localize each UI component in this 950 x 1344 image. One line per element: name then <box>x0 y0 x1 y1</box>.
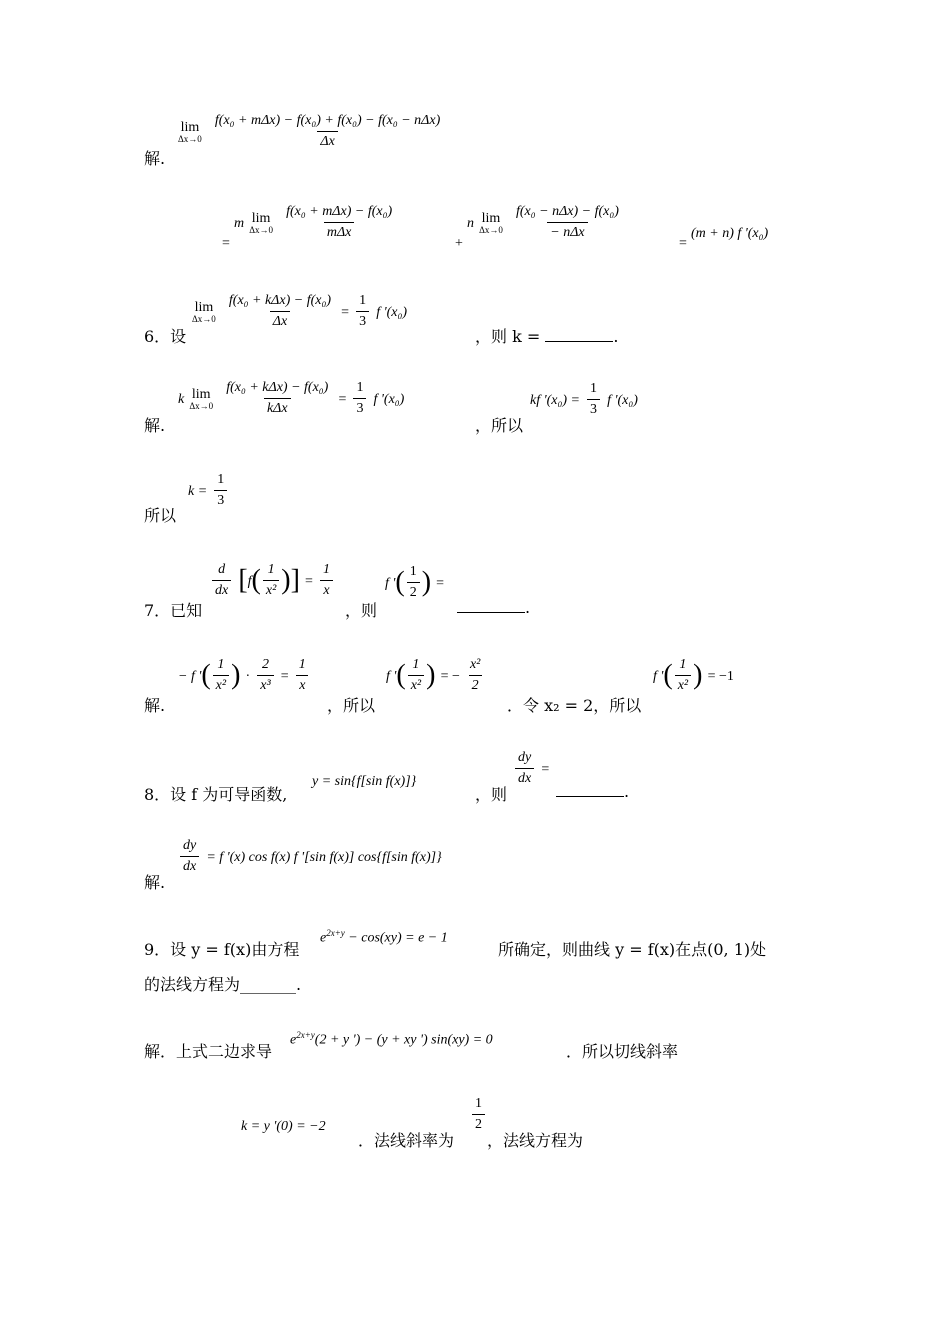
solution-9-label: 解．上式二边求导 <box>144 1042 273 1061</box>
formula-q8-solution: $\frac{dy}{dx}$ = f '(x) cos f(x) f '[sin f(x)] cos{f[sin f(x)]} <box>178 838 442 875</box>
solution-label: 解. <box>144 696 166 715</box>
formula-result: (m + n) f '(x₀) <box>691 226 769 241</box>
formula-kf: kf '(x₀) = $\frac{1}{3}$ f '(x₀) <box>530 381 638 417</box>
plus-sign: + <box>455 236 463 251</box>
formula-q6: lim Δx→0 $\frac{\text{f(x₀ + kΔx) − f(x₀)}}{\Delta x}$ = $\frac{1}{3}$ f '(x₀) <box>192 293 408 329</box>
then-text: ，则 <box>345 601 378 620</box>
problem-7-label: 7．已知 <box>144 601 203 620</box>
problem-6-tail: ，则 k = . <box>475 327 619 346</box>
formula-q7-solution-3: f '( $\frac{1}{\text{x²}}$ ) = −1 <box>653 657 734 693</box>
formula-q8: y = sin{f[sin f(x)]} <box>312 774 417 789</box>
equals-sign: = <box>222 236 230 251</box>
formula-q9-slope: k = y '(0) = −2 <box>241 1119 326 1134</box>
problem-6-label: 6．设 <box>144 327 187 346</box>
formula-k-value: k = $\frac{1}{3}$ <box>188 472 229 509</box>
answer-blank <box>556 786 624 797</box>
answer-blank <box>545 331 613 342</box>
formula-q7: $\frac{d}{dx}$ [f( $\frac{1}{\text{x²}}$ )] = $\frac{1}{x}$ <box>210 562 335 599</box>
formula-q8-target: $\frac{dy}{dx}$ = <box>513 750 549 787</box>
formula-q6-solution: k lim Δx→0 $\frac{\text{f(x₀ + kΔx) − f(x₀)}}{\text{kΔx}}$ = $\frac{1}{3}$ f '(x₀) <box>178 380 405 416</box>
solution-9-text: ．所以切线斜率 <box>566 1042 679 1061</box>
solution-9-text-2: ．法线斜率为 <box>358 1131 455 1150</box>
problem-7-blank: . <box>457 598 530 617</box>
solution-label: 解. <box>144 149 166 168</box>
answer-blank <box>457 602 525 613</box>
formula-term-n: n lim Δx→0 $\frac{\text{f(x₀ − nΔx) − f(x₀)}}{\text{− nΔx}}$ <box>467 204 619 240</box>
formula-q9: $e^{2x+y} - \cos(xy) = e - 1$ <box>320 928 448 946</box>
problem-8-label: 8．设 f 为可导函数, <box>144 785 288 804</box>
formula-term-m: m lim Δx→0 $\frac{\text{f(x₀ + mΔx) − f(x₀)}}{\text{mΔx}}$ <box>234 204 393 240</box>
limit-operator: lim Δx→0 <box>178 119 202 144</box>
so-text: ，所以 <box>327 696 376 715</box>
formula-half: $\frac{1}{2}$ <box>470 1096 487 1133</box>
so-text: 所以 <box>144 506 177 525</box>
problem-9-label: 9．设 y = f(x)由方程 <box>144 940 300 959</box>
formula-q9-derivative: $e^{2x+y}(2 + y$ ') − (y + xy ') sin(xy) = 0 <box>290 1030 493 1048</box>
formula-limit-sum <box>178 113 445 150</box>
so-text: ，所以 <box>475 416 524 435</box>
solution-label: 解. <box>144 416 166 435</box>
fraction: $\frac{\text{f(x₀ + mΔx) − f(x₀) + f(x₀) − f(x₀ − nΔx)}}{\Delta x}$ <box>214 113 441 149</box>
solution-label: 解. <box>144 873 166 892</box>
problem-8-blank: . <box>556 782 629 801</box>
then-text: ，则 <box>475 785 508 804</box>
formula-q7-solution-2: f '( $\frac{1}{\text{x²}}$ ) = − $\frac{\text{x²}}{2}$ <box>386 657 481 693</box>
equals-sign: = <box>679 236 687 251</box>
formula-q7-target: f '( $\frac{1}{2}$ ) = <box>385 564 445 600</box>
problem-9-text-2: 的法线方程为_______. <box>144 975 302 994</box>
formula-q7-solution-1: − f '( $\frac{1}{\text{x²}}$ ) · $\frac{2}{\text{x³}}$ = $\frac{1}{x}$ <box>178 657 311 694</box>
problem-9-text: 所确定，则曲线 y = f(x)在点(0, 1)处 <box>498 940 767 959</box>
solution-9-text-3: ，法线方程为 <box>487 1131 584 1150</box>
let-text: ．令 x₂ = 2，所以 <box>507 696 642 715</box>
